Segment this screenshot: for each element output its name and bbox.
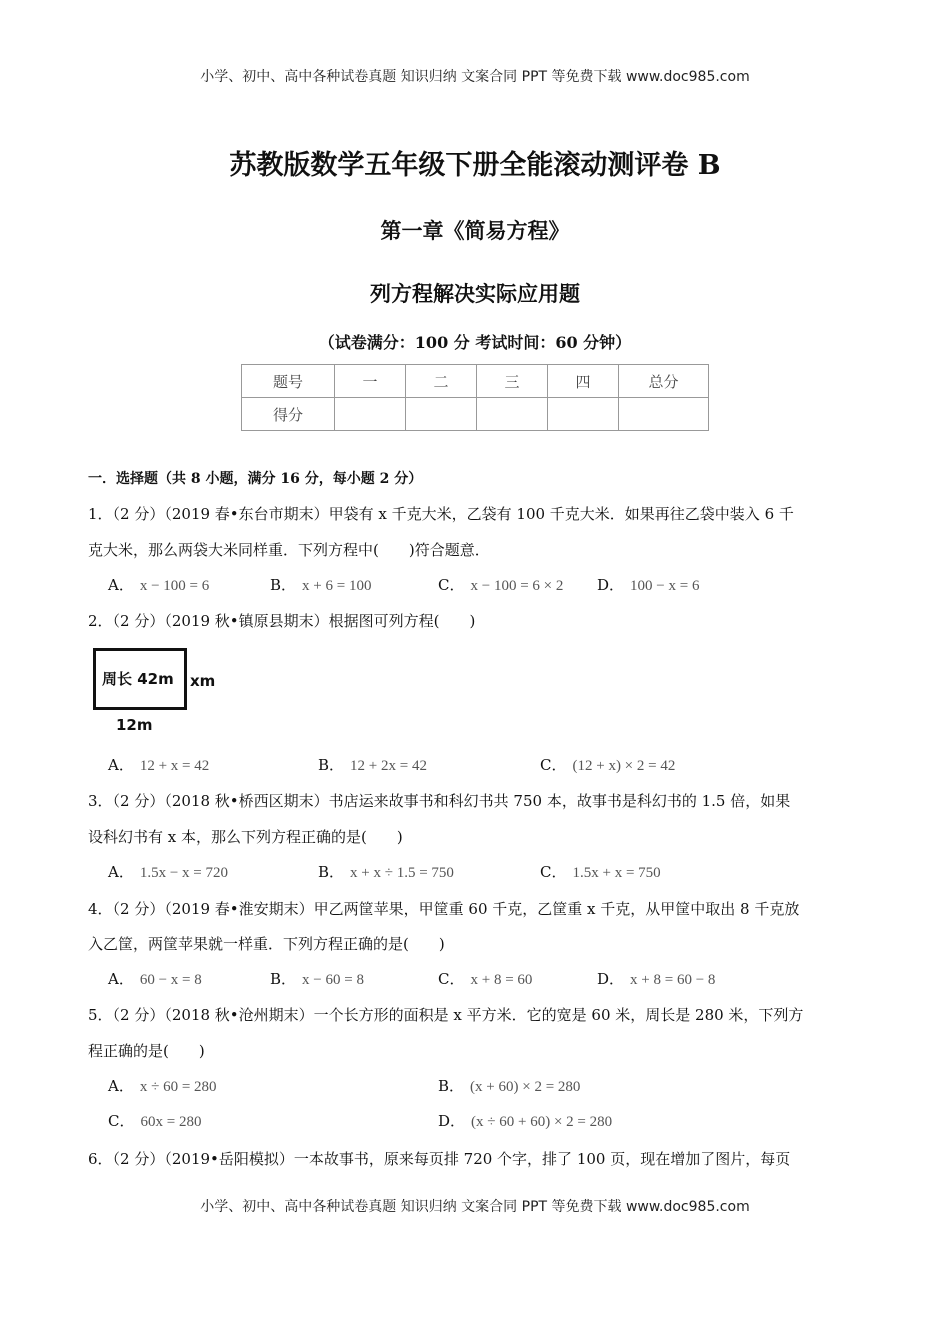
diagram-bottom-label: 12m	[116, 716, 153, 734]
question-1-option-c	[438, 568, 598, 604]
exam-info: （试卷满分：100 分 考试时间：60 分钟）	[318, 333, 632, 352]
option-label: D．	[597, 970, 625, 988]
question-1-option-a	[108, 568, 268, 604]
option-label: B．	[318, 863, 345, 881]
question-4-option-c	[438, 962, 598, 998]
question-2-option-b	[318, 748, 498, 784]
option-label: A．	[108, 863, 134, 881]
question-3-line-2: 设科幻书有 x 本，那么下列方程正确的是( )	[88, 828, 403, 846]
table-cell	[477, 398, 548, 431]
table-cell: 题号	[242, 365, 335, 398]
table-cell: 得分	[242, 398, 335, 431]
option-label: C．	[438, 576, 465, 594]
question-5-option-d	[438, 1104, 738, 1140]
option-expr: x − 100 = 6	[139, 578, 210, 594]
question-3-option-c	[540, 855, 740, 891]
score-table-row	[242, 398, 709, 431]
question-1-line-2: 克大米，那么两袋大米同样重．下列方程中( )符合题意．	[88, 541, 490, 559]
question-1-option-d	[597, 568, 757, 604]
footer-note: 小学、初中、高中各种试卷真题 知识归纳 文案合同 PPT 等免费下载 www.doc985.com	[200, 1199, 750, 1215]
table-cell: 一	[335, 365, 406, 398]
question-1-option-b	[270, 568, 430, 604]
option-label: C．	[108, 1112, 135, 1130]
question-4-option-b	[270, 962, 430, 998]
option-expr: (x + 60) × 2 = 280	[470, 1079, 581, 1095]
question-4-option-a	[108, 962, 268, 998]
question-3-option-a	[108, 855, 308, 891]
section-heading: 一．选择题（共 8 小题，满分 16 分，每小题 2 分）	[88, 471, 423, 487]
question-5-line-2: 程正确的是( )	[88, 1042, 205, 1060]
option-expr: x + 6 = 100	[302, 578, 372, 594]
question-3-option-b	[318, 855, 518, 891]
option-label: B．	[270, 970, 297, 988]
table-cell	[619, 398, 709, 431]
question-5-option-b	[438, 1069, 738, 1105]
option-label: C．	[540, 756, 567, 774]
diagram-side-label: xm	[190, 672, 216, 690]
option-expr: x + 8 = 60 − 8	[630, 972, 716, 988]
option-label: B．	[438, 1077, 465, 1095]
option-label: A．	[108, 576, 134, 594]
chapter-title: 第一章《简易方程》	[380, 218, 570, 243]
option-expr: 12 + 2x = 42	[350, 758, 427, 774]
option-expr: 1.5x + x = 750	[572, 865, 661, 881]
question-2-line-1: 2．（2 分）（2019 秋•镇原县期末）根据图可列方程( )	[88, 612, 476, 630]
question-5-option-c	[108, 1104, 408, 1140]
page-title: 苏教版数学五年级下册全能滚动测评卷 B	[229, 150, 721, 181]
option-label: D．	[438, 1112, 466, 1130]
question-6-line-1: 6．（2 分）（2019•岳阳模拟）一本故事书，原来每页排 720 个字，排了 100 页，现在增加了图片，每页	[88, 1150, 791, 1168]
option-expr: x + 8 = 60	[470, 972, 533, 988]
option-label: A．	[108, 970, 134, 988]
option-expr: 60 − x = 8	[139, 972, 202, 988]
question-4-option-d	[597, 962, 777, 998]
question-3-line-1: 3．（2 分）（2018 秋•桥西区期末）书店运来故事书和科幻书共 750 本，故事书是科幻书的 1.5 倍，如果	[88, 792, 791, 810]
question-1-line-1: 1．（2 分）（2019 春•东台市期末）甲袋有 x 千克大米，乙袋有 100 千克大米．如果再往乙袋中装入 6 千	[88, 505, 794, 523]
question-4-line-1: 4．（2 分）（2019 春•淮安期末）甲乙两筐苹果，甲筐重 60 千克，乙筐重 x 千克，从甲筐中取出 8 千克放	[88, 900, 800, 918]
question-5-line-1: 5．（2 分）（2018 秋•沧州期末）一个长方形的面积是 x 平方米．它的宽是 60 米，周长是 280 米，下列方	[88, 1006, 804, 1024]
option-label: B．	[270, 576, 297, 594]
option-expr: (12 + x) × 2 = 42	[572, 758, 676, 774]
table-cell	[406, 398, 477, 431]
option-expr: x − 60 = 8	[302, 972, 364, 988]
table-cell	[548, 398, 619, 431]
table-cell: 总分	[619, 365, 709, 398]
question-5-option-a	[108, 1069, 408, 1105]
option-label: D．	[597, 576, 625, 594]
table-cell: 四	[548, 365, 619, 398]
option-label: C．	[540, 863, 567, 881]
option-label: B．	[318, 756, 345, 774]
option-label: A．	[108, 756, 134, 774]
table-cell: 三	[477, 365, 548, 398]
score-table-header-row	[242, 365, 709, 398]
option-expr: x + x ÷ 1.5 = 750	[350, 865, 454, 881]
option-label: A．	[108, 1077, 134, 1095]
option-expr: (x ÷ 60 + 60) × 2 = 280	[471, 1114, 613, 1130]
option-expr: x ÷ 60 = 280	[139, 1079, 217, 1095]
option-expr: x − 100 = 6 × 2	[470, 578, 564, 594]
table-cell: 二	[406, 365, 477, 398]
header-note: 小学、初中、高中各种试卷真题 知识归纳 文案合同 PPT 等免费下载 www.doc985.com	[200, 69, 750, 85]
option-label: C．	[438, 970, 465, 988]
question-4-line-2: 入乙筐，两筐苹果就一样重．下列方程正确的是( )	[88, 935, 445, 953]
diagram-inside-label: 周长 42m	[102, 670, 174, 688]
score-table	[241, 364, 709, 431]
subtitle: 列方程解决实际应用题	[370, 281, 580, 306]
option-expr: 100 − x = 6	[630, 578, 700, 594]
option-expr: 1.5x − x = 720	[139, 865, 229, 881]
question-2-option-a	[108, 748, 288, 784]
option-expr: 12 + x = 42	[139, 758, 210, 774]
option-expr: 60x = 280	[140, 1114, 202, 1130]
question-2-option-c	[540, 748, 740, 784]
table-cell	[335, 398, 406, 431]
